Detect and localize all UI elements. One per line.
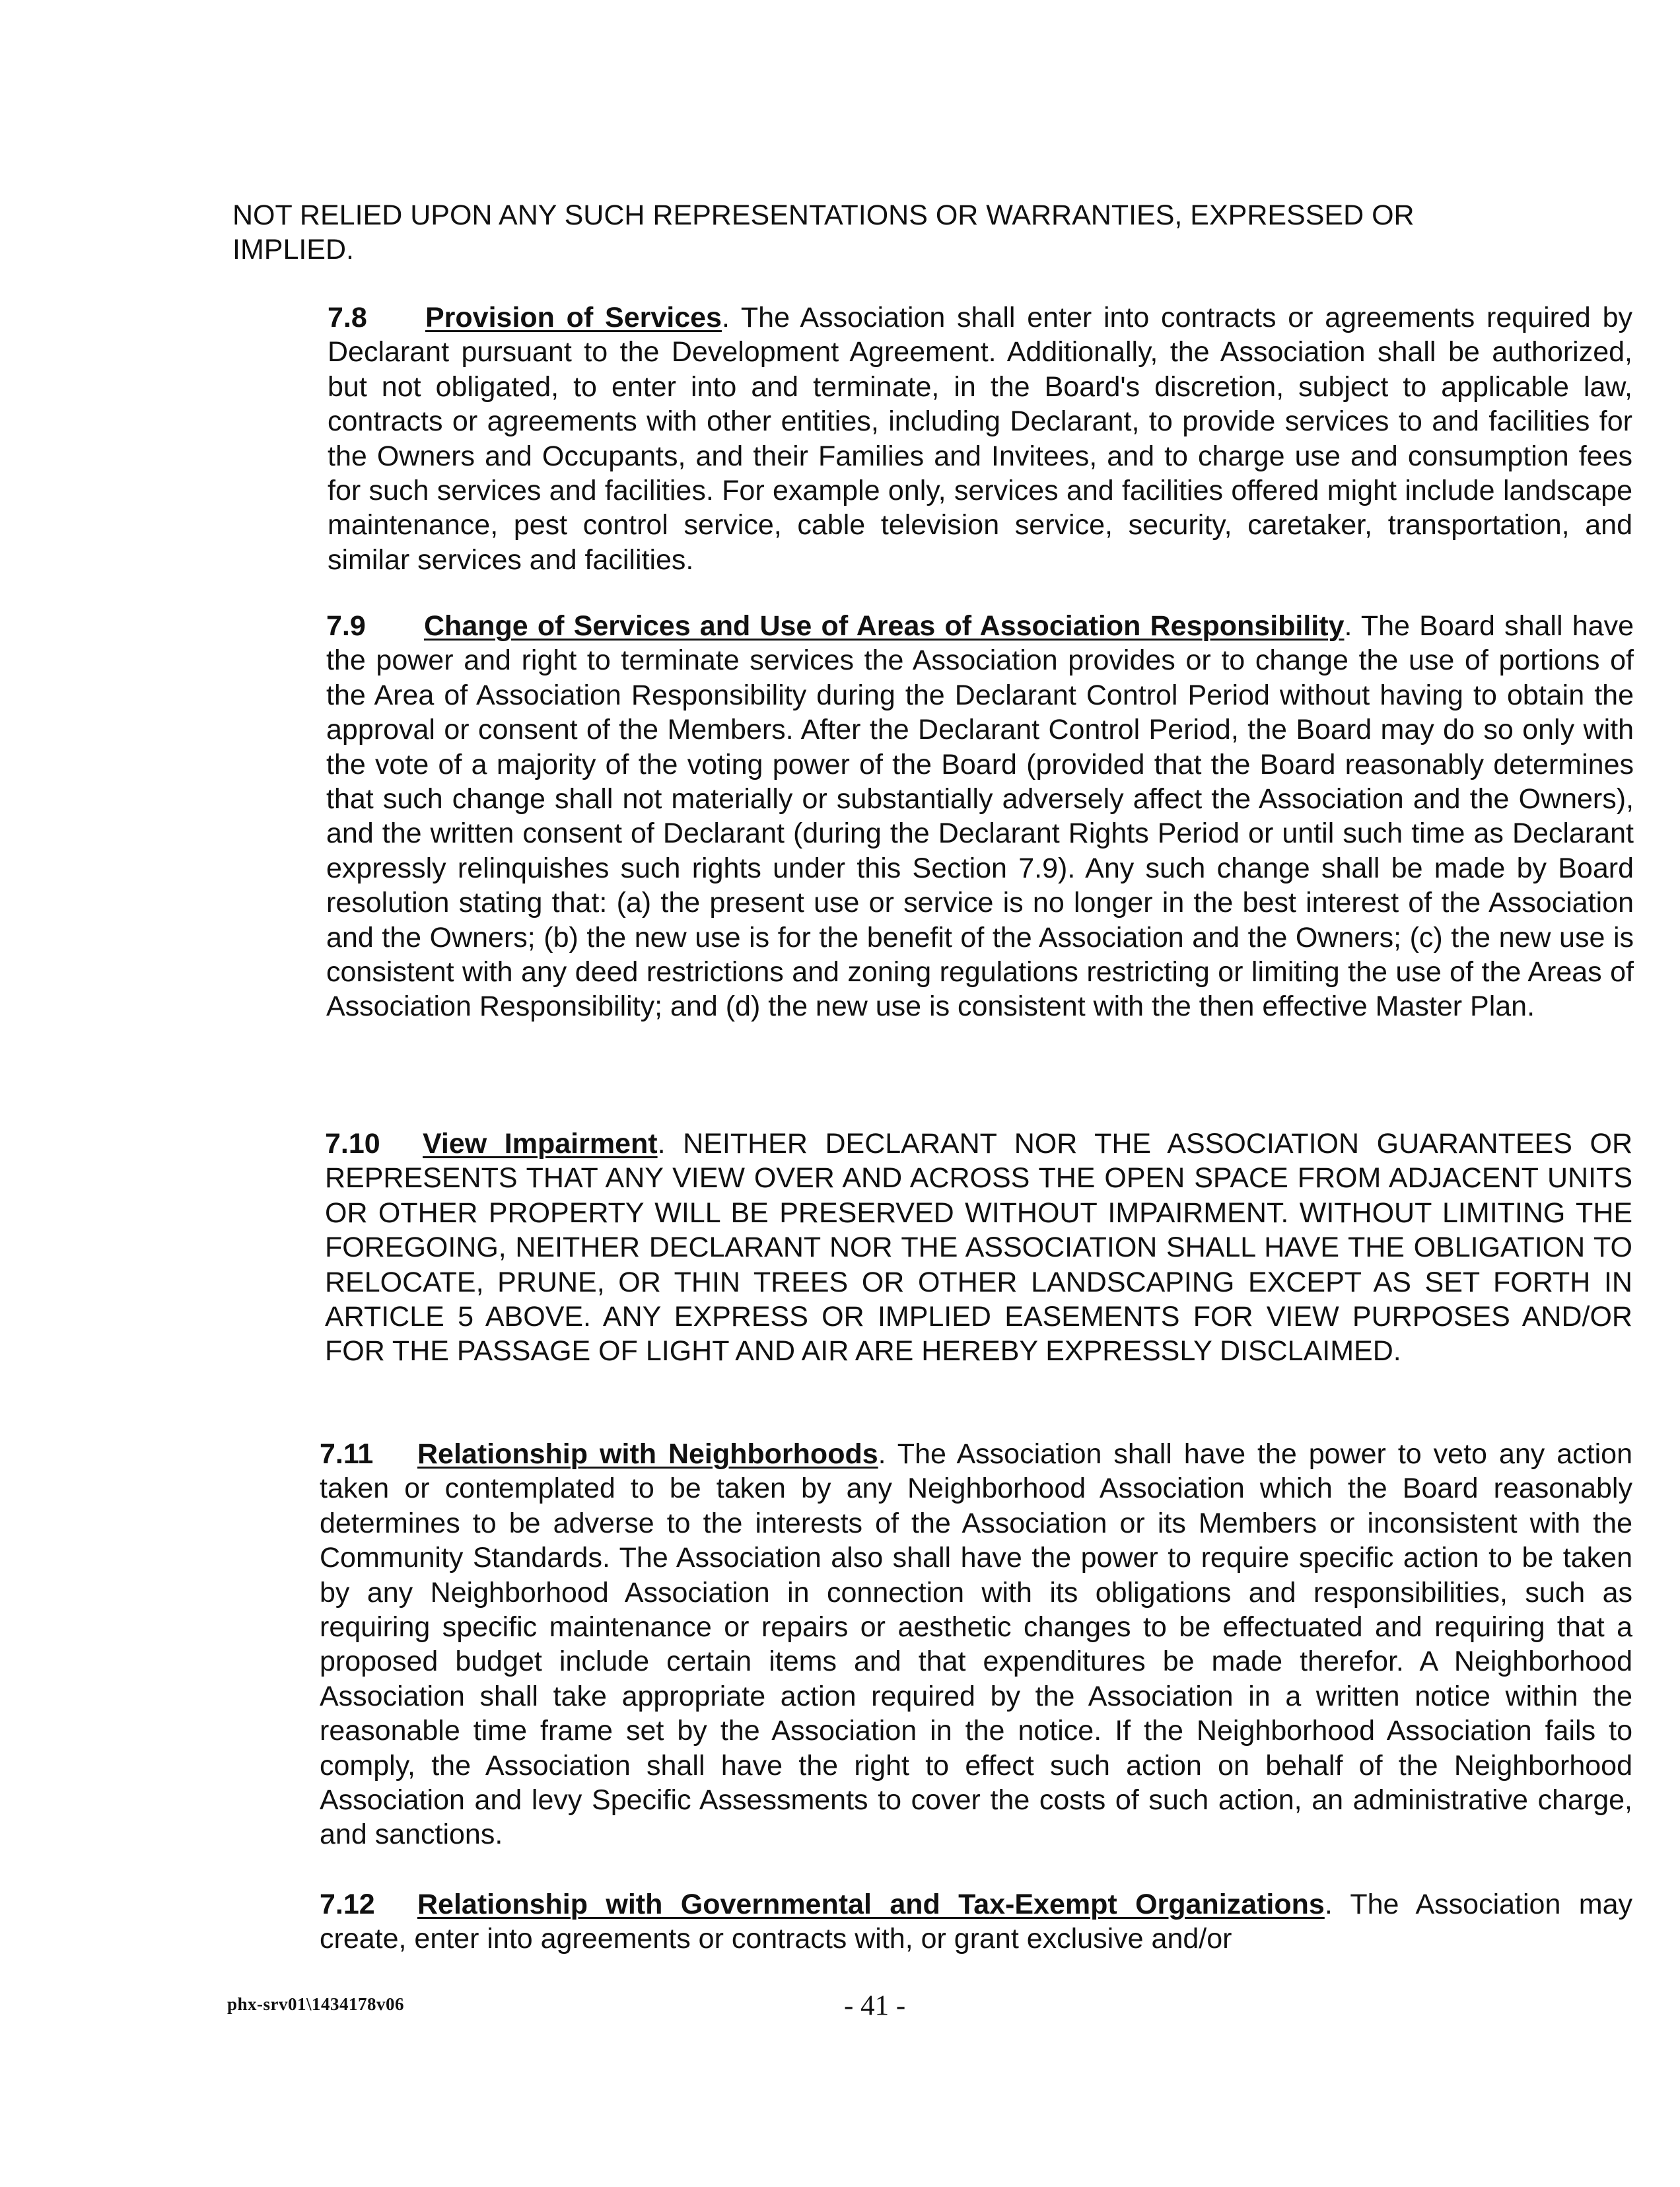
section-number: 7.9 bbox=[326, 610, 366, 642]
section-number: 7.8 bbox=[328, 302, 367, 333]
section-7-10 bbox=[230, 1127, 1632, 1369]
section-body: . The Association may create, enter into agreements or contracts with, or grant exclusive and/or bbox=[320, 1889, 1633, 1955]
section-heading: View Impairment bbox=[423, 1128, 658, 1160]
section-heading: Relationship with Neighborhoods bbox=[417, 1438, 878, 1470]
section-heading: Relationship with Governmental and Tax-Exempt Organizations bbox=[417, 1889, 1325, 1920]
footer-page-number: - 41 - bbox=[844, 1990, 906, 2021]
section-7-8 bbox=[232, 300, 1632, 577]
section-body: . NEITHER DECLARANT NOR THE ASSOCIATION GUARANTEES OR REPRESENTS THAT ANY VIEW OVER AND ACROSS THE OPEN SPACE FROM ADJACENT UNITS OR OTHER PROPERTY WILL BE PRESERVED WITHOUT IMPAIRMENT. WITHOUT LIMITING THE FOREGOING, NEITHER DECLARANT NOR THE ASSOCIATION SHALL HAVE THE OBLIGATION TO RELOCATE, PRUNE, OR THIN TREES OR OTHER LANDSCAPING EXCEPT AS SET FORTH IN ARTICLE 5 ABOVE. ANY EXPRESS OR IMPLIED EASEMENTS FOR VIEW PURPOSES AND/OR FOR THE PASSAGE OF LIGHT AND AIR ARE HEREBY EXPRESSLY DISCLAIMED. bbox=[325, 1128, 1632, 1368]
section-7-11 bbox=[225, 1437, 1632, 1852]
section-body: . The Association shall have the power to veto any action taken or contemplated to be taken by any Neighborhood Association which the Board reasonably determines to be adverse to the interests of the Association or its Members or inconsistent with the Community Standards. The Association also shall have the power to require specific action to be taken by any Neighborhood Association in connection with its obligations and responsibilities, such as requiring specific maintenance or repairs or aesthetic changes to be effectuated and requiring that a proposed budget include certain items and that expenditures be made therefor. A Neighborhood Association shall take appropriate action required by the Association in a written notice within the reasonable time frame set by the Association in the notice. If the Neighborhood Association fails to comply, the Association shall have the right to effect such action on behalf of the Neighborhood Association and levy Specific Assessments to cover the costs of such action, an administrative charge, and sanctions. bbox=[320, 1438, 1632, 1851]
section-number: 7.10 bbox=[325, 1128, 380, 1160]
intro-paragraph: NOT RELIED UPON ANY SUCH REPRESENTATIONS OR WARRANTIES, EXPRESSED OR IMPLIED. bbox=[232, 199, 1415, 266]
section-7-9 bbox=[231, 609, 1634, 1024]
section-number: 7.12 bbox=[320, 1889, 375, 1920]
section-body: . The Association shall enter into contracts or agreements required by Declarant pursuant to the Development Agreement. Additionally, the Association shall be authorized, but not obligated, to enter into and terminate, in the Board's discretion, subject to applicable law, contracts or agreements with other entities, including Declarant, to provide services to and facilities for the Owners and Occupants, and their Families and Invitees, and to charge use and consumption fees for such services and facilities. For example only, services and facilities offered might include landscape maintenance, pest control service, cable television service, security, caretaker, transportation, and similar services and facilities. bbox=[328, 302, 1632, 576]
section-heading: Provision of Services bbox=[425, 302, 722, 333]
footer-document-id: phx-srv01\1434178v06 bbox=[227, 1994, 405, 2014]
section-heading: Change of Services and Use of Areas of Association Responsibility bbox=[424, 610, 1345, 642]
section-body: . The Board shall have the power and right to terminate services the Association provides or to change the use of portions of the Area of Association Responsibility during the Declarant Control Period without having to obtain the approval or consent of the Members. After the Declarant Control Period, the Board may do so only with the vote of a majority of the voting power of the Board (provided that the Board reasonably determines that such change shall not materially or substantially adversely affect the Association and the Owners), and the written consent of Declarant (during the Declarant Rights Period or until such time as Declarant expressly relinquishes such rights under this Section 7.9). Any such change shall be made by Board resolution stating that: (a) the present use or service is no longer in the best interest of the Association and the Owners; (b) the new use is for the benefit of the Association and the Owners; (c) the new use is consistent with any deed restrictions and zoning regulations restricting or limiting the use of the Areas of Association Responsibility; and (d) the new use is consistent with the then effective Master Plan. bbox=[326, 610, 1634, 1023]
section-number: 7.11 bbox=[320, 1438, 374, 1470]
section-7-12 bbox=[225, 1887, 1632, 1957]
